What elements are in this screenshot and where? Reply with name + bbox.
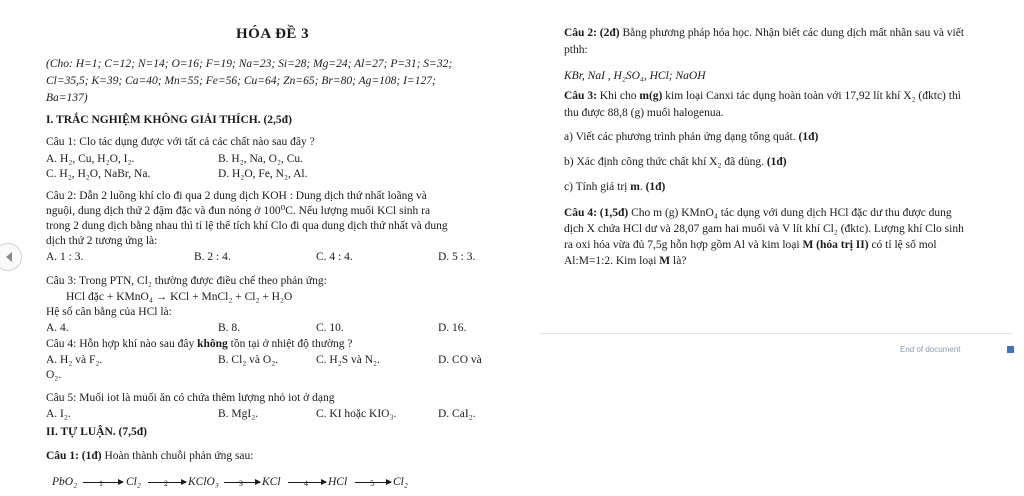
q4-stem-emphasis: không (197, 338, 228, 350)
chain-step-2: 2 (164, 479, 168, 488)
essay-q4-line-3 (564, 238, 937, 252)
essay-q4-metal-valence: M (hóa trị II) (802, 239, 869, 251)
q3-stem: Câu 3: Trong PTN, Cl₂ thường được điều chế theo phản ứng: (46, 275, 327, 287)
essay-q4-metal: M (659, 255, 671, 267)
chain-arrow-3 (224, 479, 260, 488)
q3-option-d: D. 16. (438, 322, 467, 334)
essay-q4-text-3a: ra oxi hóa vừa đủ 7,5g hỗn hợp gồm Al và kim loại (564, 239, 803, 251)
q4-option-a: A. H₂ và F₂. (46, 354, 103, 366)
q3-option-a: A. 4. (46, 322, 69, 334)
q2-option-d: D. 5 : 3. (438, 251, 476, 263)
chain-arrow-2 (148, 479, 186, 488)
q3-question: Hệ số cân bằng của HCl là: (46, 306, 172, 318)
essay-q4-head: Câu 4: (1,5đ) (564, 207, 629, 219)
essay-q3-line-1 (564, 89, 961, 103)
essay-q2-line-1 (564, 26, 964, 40)
essay-q2-text: Bằng phương pháp hóa học. Nhận biết các dung dịch mất nhãn sau và viết (619, 27, 965, 39)
q1-option-d: D. H₂O, Fe, N₂, Al. (218, 168, 308, 180)
q2-option-c: C. 4 : 4. (316, 251, 353, 263)
essay-q3-a-text: a) Viết các phương trình phản ứng dạng tổng quát. (564, 131, 799, 143)
q4-stem-pre: Câu 4: Hỗn hợp khí nào sau đây (46, 338, 198, 350)
essay-q3-mass: m(g) (639, 90, 663, 102)
q5-option-c: C. KI hoặc KIO₃. (316, 408, 397, 420)
essay-q4-line-4 (564, 254, 686, 268)
essay-q1-text: Hoàn thành chuỗi phản ứng sau: (101, 450, 254, 462)
q1-option-a: A. H₂, Cu, H₂O, I₂. (46, 153, 135, 165)
constants-line-2: Cl=35,5; K=39; Ca=40; Mn=55; Fe=56; Cu=64; Zn=65; Br=80; Ag=108; I=127; (46, 75, 436, 87)
chain-species-2: Cl₂ (126, 476, 141, 488)
chain-species-3: KClO₃ (188, 476, 219, 488)
q1-option-b: B. H₂, Na, O₂, Cu. (218, 153, 304, 165)
q4-stem (46, 337, 353, 351)
q1-stem: Câu 1: Clo tác dụng được với tất cả các chất nào sau đây ? (46, 136, 315, 148)
essay-q4-text-3c: có tỉ lệ số mol (868, 239, 937, 251)
q1-option-c: C. H₂, H₂O, NaBr, Na. (46, 168, 151, 180)
essay-q3-c-text: c) Tính giá trị (564, 181, 631, 193)
q4-stem-post: tồn tại ở nhiệt độ thường ? (227, 338, 353, 350)
essay-q3-line-2: thu được 88,8 (g) muối halogenua. (564, 107, 724, 119)
chain-step-5: 5 (370, 479, 374, 488)
constants-line-1: (Cho: H=1; C=12; N=14; O=16; F=19; Na=23; Si=28; Mg=24; Al=27; P=31; S=32; (46, 58, 453, 70)
essay-q3-c-end: . (639, 181, 646, 193)
chain-species-6: Cl₂ (393, 476, 408, 488)
essay-q2-solution-list: KBr, NaI , H₂SO₄, HCl; NaOH (564, 70, 706, 82)
chain-step-1: 1 (99, 479, 103, 488)
essay-q2-head: Câu 2: (2đ) (564, 27, 620, 39)
essay-q4-line-2: dịch X chứa HCl dư và 28,07 gam hai muối và V lít khí Cl₂ (đktc). Lượng khí Clo sinh (564, 223, 964, 235)
chain-step-3: 3 (239, 479, 243, 488)
chain-arrow-4 (288, 479, 326, 488)
q5-stem: Câu 5: Muối iot là muối ăn có chứa thêm lượng nhỏ iot ở dạng (46, 392, 335, 404)
chain-step-4: 4 (304, 479, 308, 488)
essay-q3-b-text: b) Xác định công thức chất khí X₂ đã dùng. (564, 156, 767, 168)
essay-q3-a-points: (1đ) (798, 131, 819, 143)
essay-q3-part-c (564, 180, 665, 194)
q4-option-d: D. CO và (438, 354, 482, 366)
chain-arrow-1 (83, 479, 123, 488)
page-title: HÓA ĐỀ 3 (236, 26, 310, 42)
end-marker-icon (1007, 346, 1014, 353)
chain-arrow-5 (355, 479, 391, 488)
q2-line-1: Câu 2: Dẫn 2 luồng khí clo đi qua 2 dung dịch KOH : Dung dịch thứ nhất loãng và (46, 190, 427, 202)
q4-option-b: B. Cl₂ và O₂. (218, 354, 279, 366)
essay-q3-c-points: (1đ) (645, 181, 666, 193)
q2-line-2: nguội, dung dịch thứ 2 đậm đặc và đun nóng ở 100⁰C. Nếu lượng muối KCl sinh ra (46, 205, 431, 217)
q5-option-b: B. MgI₂. (218, 408, 259, 420)
q3-option-c: C. 10. (316, 322, 344, 334)
essay-q3-text-a: Khi cho (596, 90, 640, 102)
q2-option-b: B. 2 : 4. (194, 251, 231, 263)
chain-species-4: KCl (262, 476, 281, 488)
previous-page-button[interactable] (0, 243, 22, 271)
q2-option-a: A. 1 : 3. (46, 251, 84, 263)
essay-q4-line-1 (564, 206, 952, 220)
chain-species-5: HCl (328, 476, 348, 488)
chevron-left-icon (6, 252, 12, 262)
section-essay-heading: II. TỰ LUẬN. (7,5đ) (46, 426, 147, 438)
q5-option-a: A. I₂. (46, 408, 71, 420)
essay-q4-text-4a: Al:M=1:2. Kim loại (564, 255, 660, 267)
essay-q2-line-2: pthh: (564, 44, 588, 56)
essay-q3-text-b: kim loại Canxi tác dụng hoàn toàn với 17,92 lít khí X₂ (đktc) thì (662, 90, 961, 102)
q4-option-d-continued: O₂. (46, 369, 62, 381)
chain-species-1: PbO₂ (52, 476, 78, 488)
essay-q4-text-4c: là? (670, 255, 687, 267)
q4-option-c: C. H₂S và N₂. (316, 354, 380, 366)
essay-q4-text-1: Cho m (g) KMnO₄ tác dụng với dung dịch HCl đặc dư thu được dung (628, 207, 952, 219)
essay-q3-part-b (564, 155, 787, 169)
essay-q3-b-points: (1đ) (766, 156, 787, 168)
essay-q3-head: Câu 3: (564, 90, 597, 102)
document-divider (540, 333, 1012, 334)
end-of-document-label: End of document (900, 345, 961, 354)
q3-option-b: B. 8. (218, 322, 241, 334)
essay-q3-part-a (564, 130, 818, 144)
essay-q3-c-mass: m (630, 181, 640, 193)
constants-line-3: Ba=137) (46, 92, 88, 104)
q5-option-d: D. CaI₂. (438, 408, 476, 420)
essay-q1-head: Câu 1: (1đ) (46, 450, 102, 462)
q3-reaction: HCl đặc + KMnO₄ → KCl + MnCl₂ + Cl₂ + H₂O (66, 291, 293, 303)
essay-q1-stem (46, 449, 253, 463)
q2-line-4: dịch thứ 2 tương ứng là: (46, 235, 158, 247)
q2-line-3: trong 2 dung dịch bằng nhau thì tỉ lệ thể tích khí Clo đi qua dung dịch thứ nhất và dung (46, 220, 448, 232)
section-multiple-choice-heading: I. TRẮC NGHIỆM KHÔNG GIẢI THÍCH. (2,5đ) (46, 114, 292, 126)
